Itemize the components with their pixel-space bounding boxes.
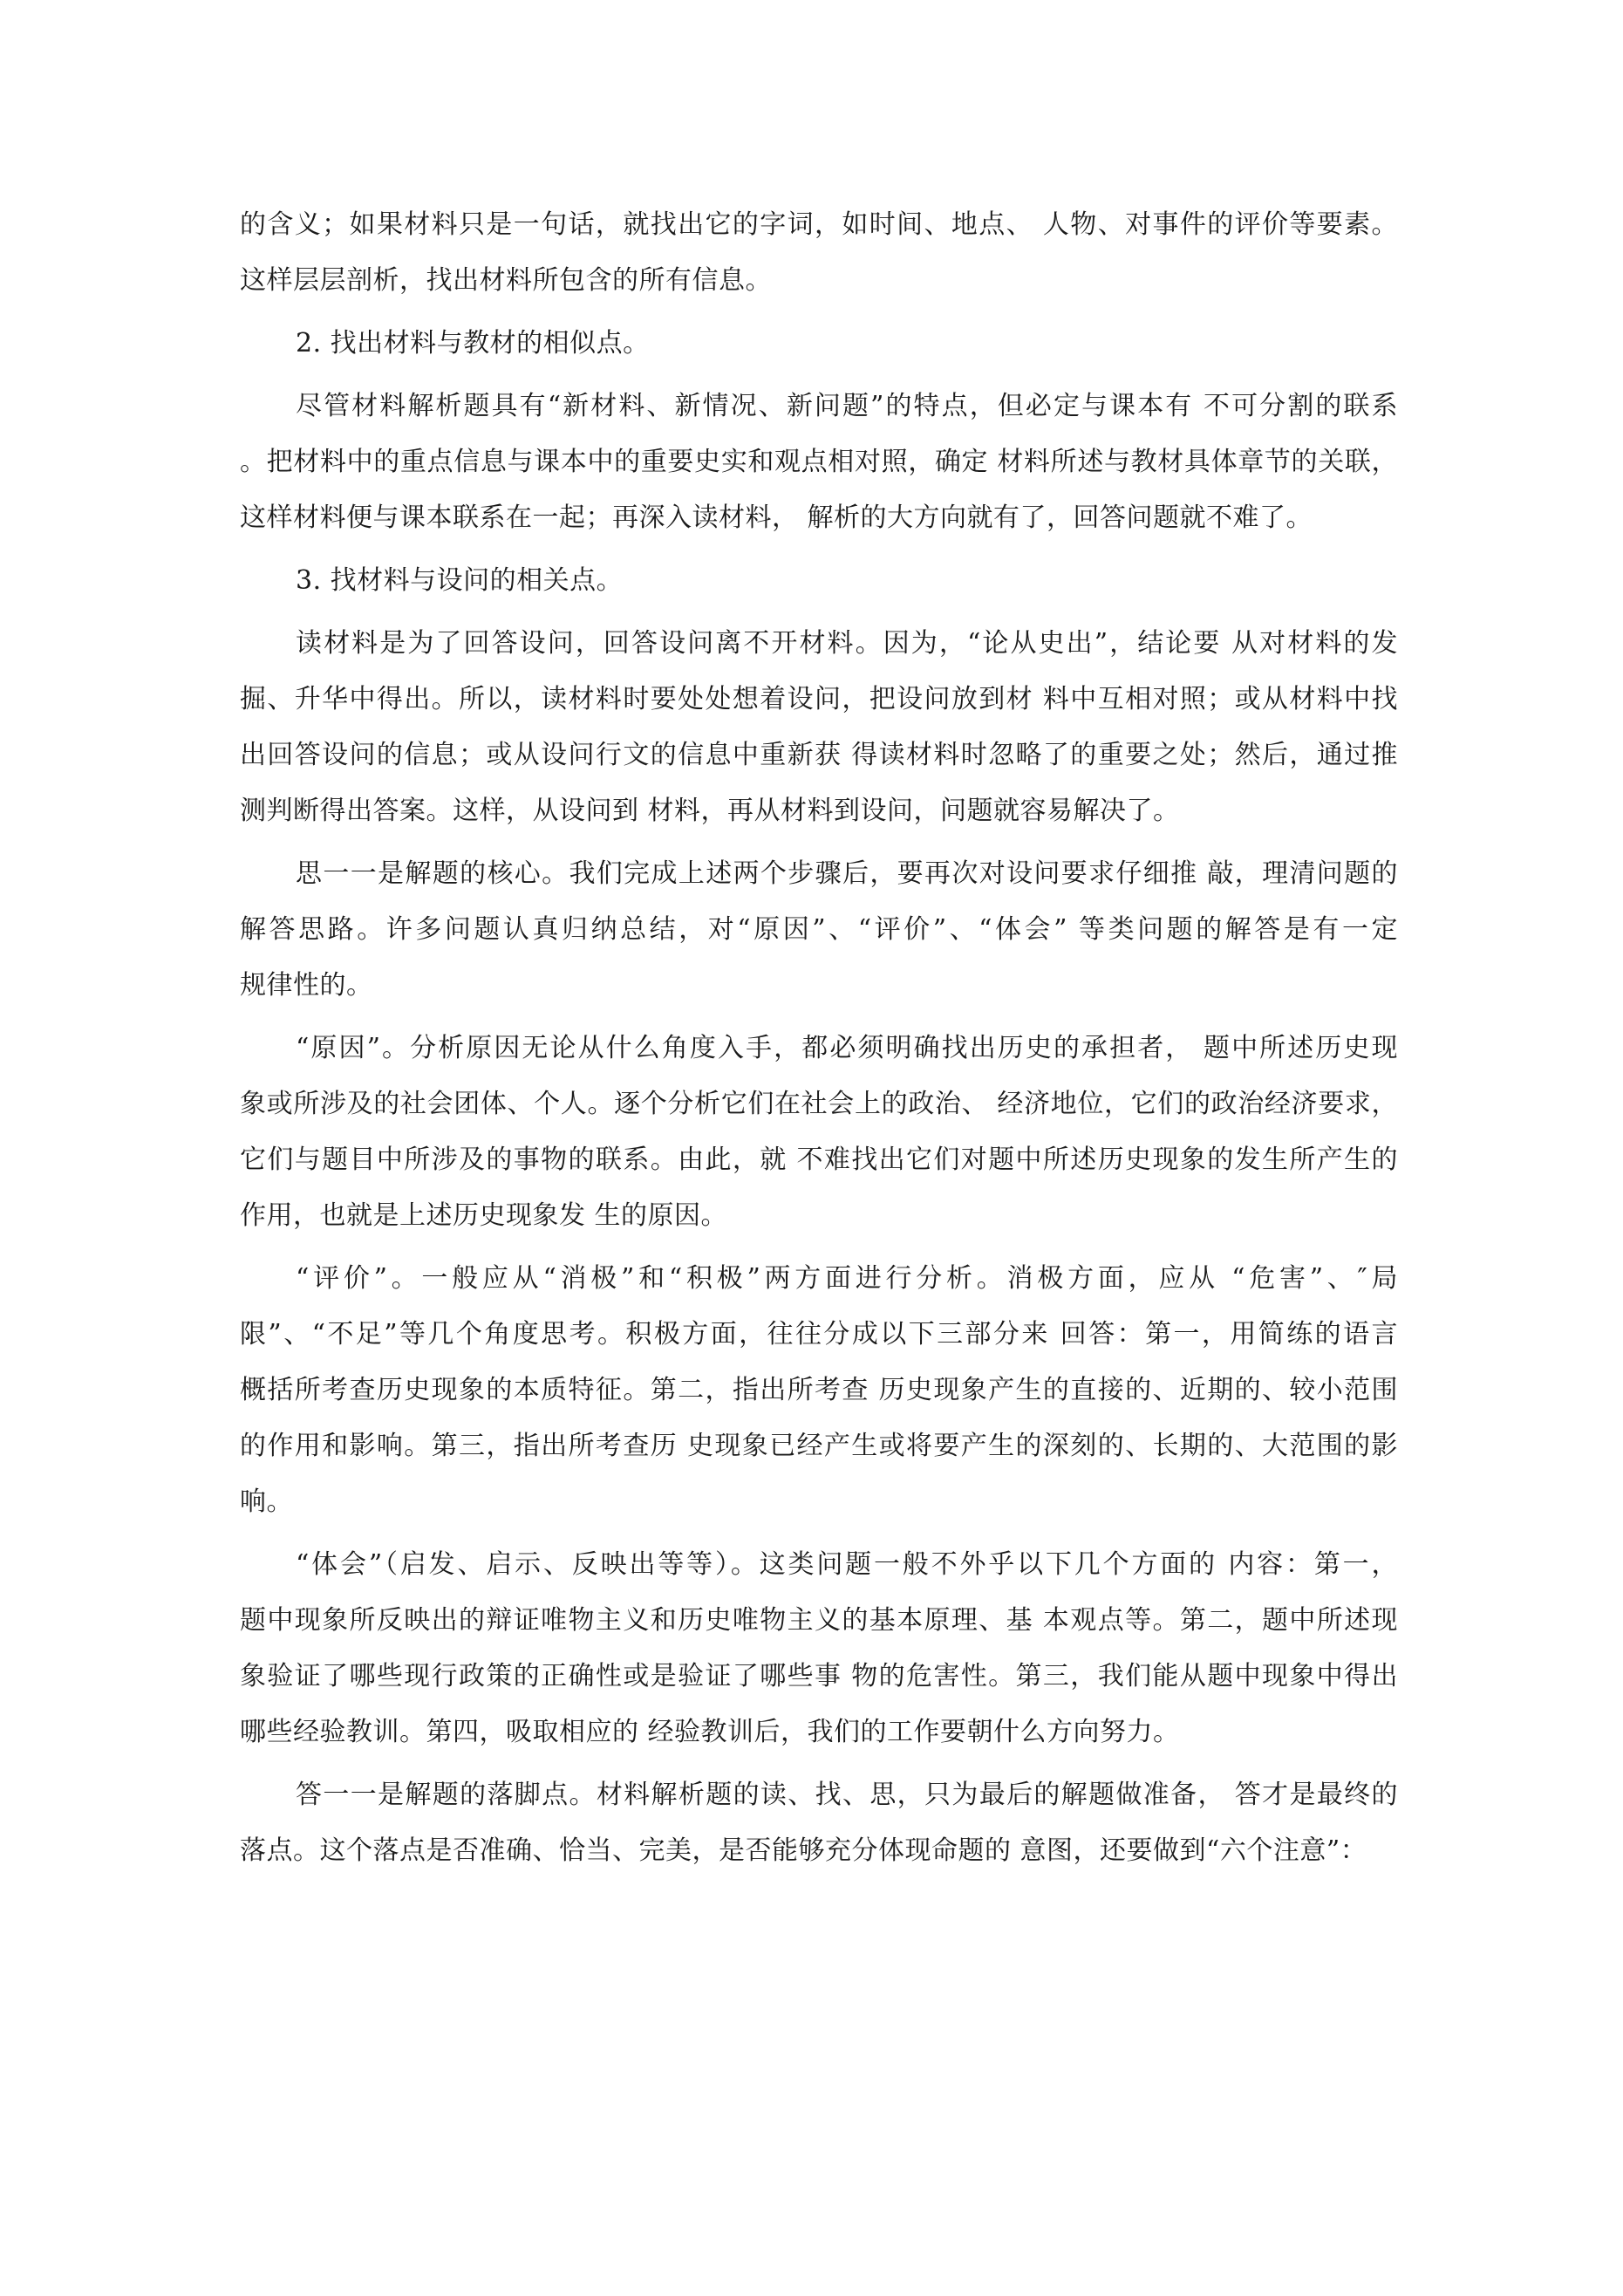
text-line: 象或所涉及的社会团体、个人。逐个分析它们在社会上的政治、 经济地位，它们的政治经济要求， bbox=[240, 1089, 1398, 1119]
text-line: “原因”。分析原因无论从什么角度入手，都必须明确找出历史的承担者， 题中所述历史现 bbox=[296, 1033, 1398, 1063]
text-line: 尽管材料解析题具有“新材料、新情况、新问题”的特点，但必定与课本有 不可分割的联系 bbox=[296, 391, 1398, 421]
text-line: 3. 找材料与设问的相关点。 bbox=[296, 565, 624, 596]
text-line: 2. 找出材料与教材的相似点。 bbox=[296, 328, 650, 359]
text-line: 它们与题目中所涉及的事物的联系。由此，就 不难找出它们对题中所述历史现象的发生所产生的 bbox=[240, 1145, 1398, 1175]
text-line: “体会”（启发、启示、反映出等等）。这类问题一般不外乎以下几个方面的 内容：第一， bbox=[296, 1549, 1398, 1580]
text-line: 象验证了哪些现行政策的正确性或是验证了哪些事 物的危害性。第三，我们能从题中现象中得出 bbox=[240, 1661, 1398, 1691]
text-line: 限”、“不足”等几个角度思考。积极方面，往往分成以下三部分来 回答：第一，用简练的语言 bbox=[240, 1319, 1398, 1350]
text-line: 的含义；如果材料只是一句话，就找出它的字词，如时间、地点、 人物、对事件的评价等要素。 bbox=[240, 209, 1398, 240]
text-line: 。把材料中的重点信息与课本中的重要史实和观点相对照，确定 材料所述与教材具体章节的关联， bbox=[240, 447, 1398, 477]
text-line: 哪些经验教训。第四，吸取相应的 经验教训后，我们的工作要朝什么方向努力。 bbox=[240, 1717, 1180, 1747]
text-line: 这样材料便与课本联系在一起；再深入读材料， 解析的大方向就有了，回答问题就不难了。 bbox=[240, 502, 1313, 533]
text-line: 解答思路。许多问题认真归纳总结，对“原因”、“评价”、“体会” 等类问题的解答是有一定 bbox=[240, 914, 1398, 945]
text-line: 作用，也就是上述历史现象发 生的原因。 bbox=[240, 1200, 728, 1231]
text-line: 的作用和影响。第三，指出所考查历 史现象已经产生或将要产生的深刻的、长期的、大范围的影 bbox=[240, 1431, 1398, 1461]
text-line: 答一一是解题的落脚点。材料解析题的读、找、思，只为最后的解题做准备， 答才是最终的 bbox=[296, 1780, 1398, 1810]
text-line: “评价”。一般应从“消极”和“积极”两方面进行分析。消极方面，应从 “危害”、″局 bbox=[296, 1263, 1398, 1294]
text-line: 读材料是为了回答设问，回答设问离不开材料。因为，“论从史出”，结论要 从对材料的发 bbox=[296, 628, 1398, 659]
text-line: 落点。这个落点是否准确、恰当、完美，是否能够充分体现命题的 意图，还要做到“六个注意”： bbox=[240, 1835, 1367, 1866]
text-line: 题中现象所反映出的辩证唯物主义和历史唯物主义的基本原理、基 本观点等。第二，题中所述现 bbox=[240, 1605, 1398, 1636]
text-line: 掘、升华中得出。所以，读材料时要处处想着设问，把设问放到材 料中互相对照；或从材料中找 bbox=[240, 684, 1398, 714]
text-line: 规律性的。 bbox=[240, 970, 373, 1001]
text-line: 测判断得出答案。这样，从设问到 材料，再从材料到设问，问题就容易解决了。 bbox=[240, 796, 1180, 826]
text-line: 响。 bbox=[240, 1486, 293, 1517]
text-line: 概括所考查历史现象的本质特征。第二，指出所考查 历史现象产生的直接的、近期的、较小范围 bbox=[240, 1375, 1398, 1405]
text-line: 这样层层剖析，找出材料所包含的所有信息。 bbox=[240, 265, 772, 296]
text-line: 出回答设问的信息；或从设问行文的信息中重新获 得读材料时忽略了的重要之处；然后，通过推 bbox=[240, 740, 1398, 770]
text-line: 思一一是解题的核心。我们完成上述两个步骤后，要再次对设问要求仔细推 敲，理清问题的 bbox=[296, 858, 1398, 889]
